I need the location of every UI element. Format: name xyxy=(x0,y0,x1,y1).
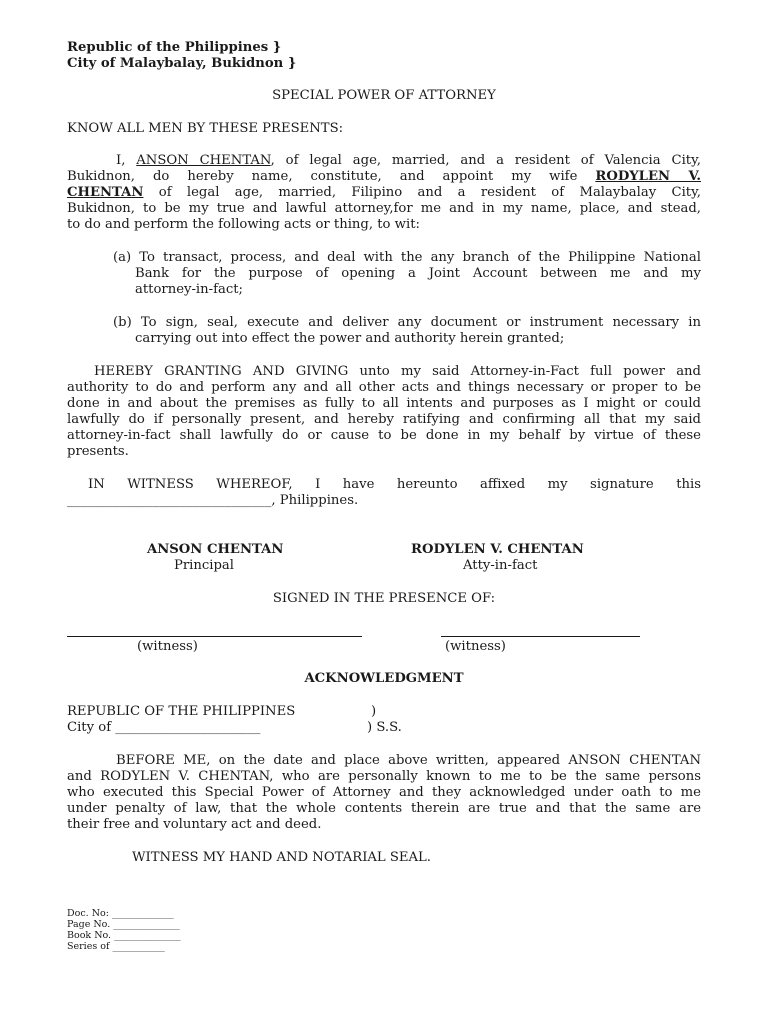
ack-paragraph-line-4: under penalty of law, that the whole contents therein are true and that the same are xyxy=(67,801,701,816)
document-title: SPECIAL POWER OF ATTORNEY xyxy=(272,88,496,103)
witness-2-label: (witness) xyxy=(445,639,506,654)
principal-name-inline: ANSON CHENTAN xyxy=(136,153,271,168)
ack-republic: REPUBLIC OF THE PHILIPPINES xyxy=(67,704,296,719)
header-republic: Republic of the Philippines } xyxy=(67,40,282,55)
header-city: City of Malaybalay, Bukidnon } xyxy=(67,56,297,71)
witness-1-label: (witness) xyxy=(137,639,198,654)
item-a-line-1: (a) To transact, process, and deal with the any branch of the Philippine National xyxy=(113,250,701,265)
item-a-line-3: attorney-in-fact; xyxy=(135,282,243,297)
ack-city: City of ______________________ xyxy=(67,720,261,735)
book-no: Book No. ______________ xyxy=(67,930,181,941)
granting-line-4: lawfully do if personally present, and hereby ratifying and confirming all that my said xyxy=(67,412,701,427)
granting-line-6: presents. xyxy=(67,444,129,459)
principal-role: Principal xyxy=(174,558,235,573)
intro-line-1: I, ANSON CHENTAN, of legal age, married, and a resident of Valencia City, xyxy=(116,153,701,168)
ack-paragraph-line-2: and RODYLEN V. CHENTAN, who are personally known to me to be the same persons xyxy=(67,769,701,784)
attorney-name-inline: RODYLEN V. xyxy=(595,169,701,184)
intro-line-4: Bukidnon, to be my true and lawful attorney,for me and in my name, place, and stead, xyxy=(67,201,701,216)
item-b-line-1: (b) To sign, seal, execute and deliver any document or instrument necessary in xyxy=(113,315,701,330)
city-blank: ______________________ xyxy=(115,720,261,735)
ack-ss: ) S.S. xyxy=(367,720,402,735)
intro-line-2: Bukidnon, do hereby name, constitute, and appoint my wife RODYLEN V. xyxy=(67,169,701,184)
signed-presence-heading: SIGNED IN THE PRESENCE OF: xyxy=(272,591,496,606)
ack-paragraph-line-1: BEFORE ME, on the date and place above written, appeared ANSON CHENTAN xyxy=(116,753,701,768)
attorney-name: RODYLEN V. CHENTAN xyxy=(411,542,584,557)
witness-line-2: _______________________________, Philippines. xyxy=(67,493,359,508)
ack-paragraph-line-5: their free and voluntary act and deed. xyxy=(67,817,322,832)
acknowledgment-title: ACKNOWLEDGMENT xyxy=(304,671,464,686)
date-blank: _______________________________ xyxy=(67,493,272,508)
series-of: Series of ___________ xyxy=(67,941,165,952)
witness-1-signature-line xyxy=(67,636,362,637)
know-all-heading: KNOW ALL MEN BY THESE PRESENTS: xyxy=(67,121,344,136)
granting-line-1: HEREBY GRANTING AND GIVING unto my said Attorney-in-Fact full power and xyxy=(94,364,701,379)
item-b-line-2: carrying out into effect the power and authority herein granted; xyxy=(135,331,565,346)
ack-paren: ) xyxy=(371,704,377,719)
notarial-seal-line: WITNESS MY HAND AND NOTARIAL SEAL. xyxy=(132,850,432,865)
principal-name: ANSON CHENTAN xyxy=(147,542,284,557)
granting-line-3: done in and about the premises as fully to all intents and purposes as I might or could xyxy=(67,396,701,411)
witness-line-1: IN WITNESS WHEREOF, I have hereunto affixed my signature this xyxy=(88,477,701,492)
granting-line-2: authority to do and perform any and all other acts and things necessary or proper to be xyxy=(67,380,701,395)
page-no: Page No. ______________ xyxy=(67,919,180,930)
intro-line-5: to do and perform the following acts or thing, to wit: xyxy=(67,217,420,232)
item-a-line-2: Bank for the purpose of opening a Joint Account between me and my xyxy=(135,266,701,281)
intro-line-3: CHENTAN of legal age, married, Filipino and a resident of Malaybalay City, xyxy=(67,185,701,200)
ack-paragraph-line-3: who executed this Special Power of Attorney and they acknowledged under oath to me xyxy=(67,785,701,800)
attorney-role: Atty-in-fact xyxy=(463,558,538,573)
doc-no: Doc. No: _____________ xyxy=(67,908,174,919)
witness-2-signature-line xyxy=(441,636,640,637)
granting-line-5: attorney-in-fact shall lawfully do or cause to be done in my behalf by virtue of these xyxy=(67,428,701,443)
